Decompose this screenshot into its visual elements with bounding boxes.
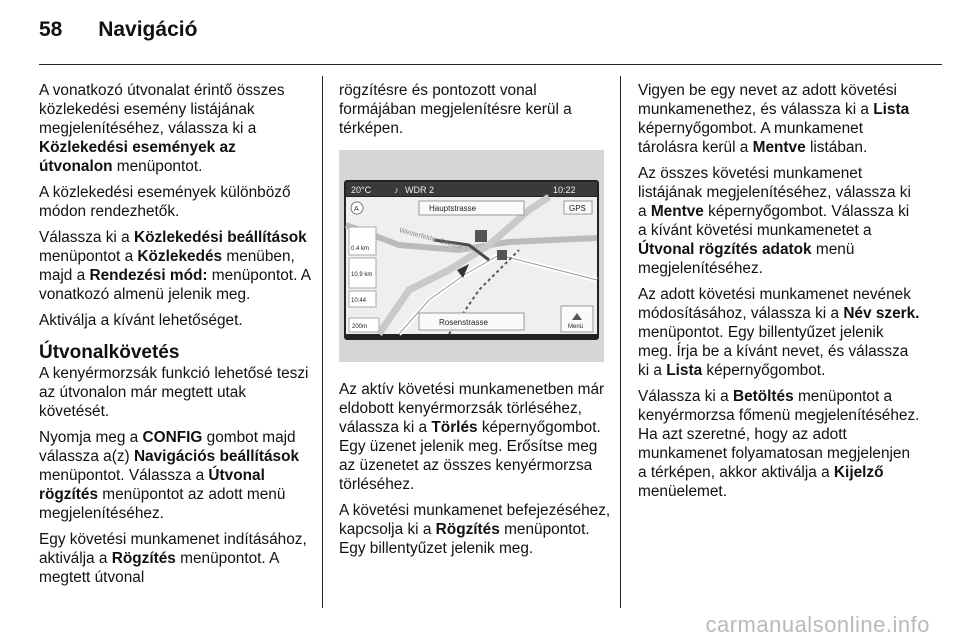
paragraph: Aktiválja a kívánt lehetőséget. xyxy=(39,312,243,329)
column-divider xyxy=(620,76,621,608)
column-1 xyxy=(39,81,311,594)
paragraph: Egy követési munkamenet indításához, aktiválja a Rögzítés menüpontot. A megtett útvonal xyxy=(39,531,307,586)
column-2 xyxy=(339,81,611,565)
page-title: Navigáció xyxy=(98,18,198,41)
station-text: WDR 2 xyxy=(405,185,434,195)
clock-text: 10:22 xyxy=(553,185,576,195)
map-scale: 200m xyxy=(352,324,368,330)
paragraph: Az adott követési munkamenet nevének módosításához, válassza ki a Név szerk. menüpontot. Egy billentyűzet jelenik meg. Írja be a kívánt nevet, és válassza ki a Lista képernyőgombot. xyxy=(638,286,920,379)
road-label: Westerfelder Strasse xyxy=(398,227,464,251)
paragraph: Az összes követési munkamenet listájának megjelenítéséhez, válassza ki a Mentve képernyőgombot. Válassza ki a kívánt követési munkamenetet a Útvonal rögzítés adatok menü megjelenítéséhez. xyxy=(638,165,911,277)
paragraph: Vigyen be egy nevet az adott követési munkamenethez, és válassza ki a Lista képernyőgombot. A munkamenet tárolásra kerül a Mentve listában. xyxy=(638,82,910,156)
column-3 xyxy=(638,81,920,508)
page-number: 58 xyxy=(39,18,63,41)
gps-button: GPS xyxy=(569,204,586,213)
paragraph: A kenyérmorzsák funkció lehetősé teszi az útvonalon már megtett utak követését. xyxy=(39,365,309,420)
svg-text:♪: ♪ xyxy=(394,185,399,195)
svg-text:A: A xyxy=(354,206,359,213)
navigation-screen-figure xyxy=(339,150,604,362)
distance-next-turn: 0.4 km xyxy=(351,246,370,252)
page-header xyxy=(39,18,197,42)
top-street-text: Hauptstrasse xyxy=(429,204,477,213)
column-divider xyxy=(322,76,323,608)
bottom-street-text: Rosenstrasse xyxy=(439,318,488,327)
distance-remaining: 10.9 km xyxy=(351,272,373,278)
header-rule xyxy=(39,64,942,65)
paragraph: A közlekedési események különböző módon rendezhetők. xyxy=(39,184,291,220)
menu-button: Menü xyxy=(568,324,584,330)
watermark: carmanualsonline.info xyxy=(705,612,930,637)
paragraph: Válassza ki a Közlekedési beállítások menüpontot a Közlekedés menüben, majd a Rendezési mód: menüpontot. A vonatkozó almenü jelenik meg. xyxy=(39,229,311,303)
arrival-time: 10:44 xyxy=(351,298,367,304)
section-heading: Útvonalkövetés xyxy=(39,342,180,363)
paragraph: A vonatkozó útvonalat érintő összes közlekedési esemény listájának megjelenítéséhez, válassza ki a Közlekedési események az útvonalon menüpontot. xyxy=(39,82,285,175)
paragraph: A követési munkamenet befejezéséhez, kapcsolja ki a Rögzítés menüpontot. Egy billentyűzet jelenik meg. xyxy=(339,502,611,557)
paragraph: rögzítésre és pontozott vonal formájában megjelenítésre kerül a térképen. xyxy=(339,82,572,137)
paragraph: Nyomja meg a CONFIG gombot majd válassza a(z) Navigációs beállítások menüpontot. Válassza a Útvonal rögzítés menüpontot az adott menü megjelenítéséhez. xyxy=(39,429,300,522)
paragraph: Válassza ki a Betöltés menüpontot a kenyérmorzsa főmenü megjelenítéséhez. Ha azt szeretné, hogy az adott munkamenet folyamatosan megjelenjen a térképen, akkor aktiválja a Kijelző menüelemet. xyxy=(638,388,920,500)
paragraph: Az aktív követési munkamenetben már eldobott kenyérmorzsák törléséhez, válassza ki a Törlés képernyőgombot. Egy üzenet jelenik meg. Erősítse meg az üzenetet az összes kenyérmorzsa törléséhez. xyxy=(339,381,605,493)
temperature-text: 20°C xyxy=(351,185,372,195)
